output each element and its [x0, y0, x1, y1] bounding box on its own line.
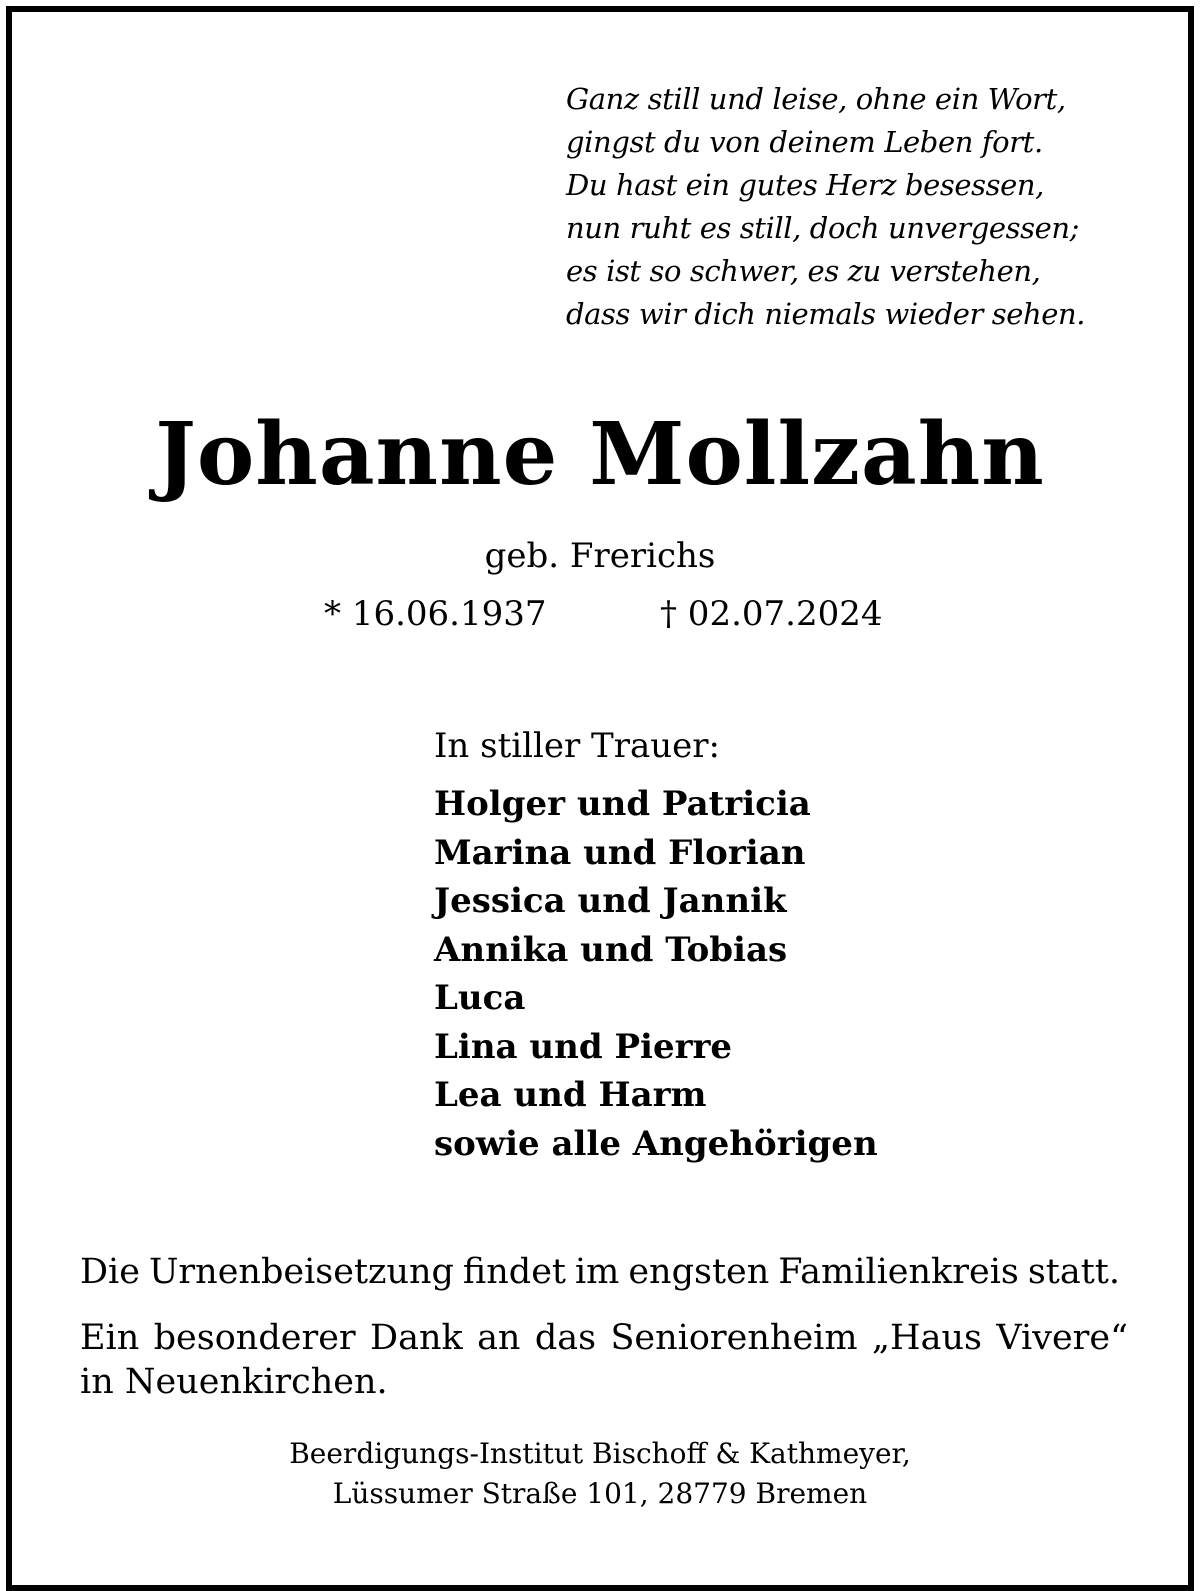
mourner-name: Lina und Pierre	[434, 1026, 733, 1067]
notice-word: Ein	[80, 1318, 140, 1358]
notice-word: besonderer	[153, 1318, 356, 1358]
notice-word: „Haus	[871, 1318, 982, 1358]
thanks-notice	[80, 1316, 1128, 1360]
mourner-name: Marina und Florian	[434, 832, 806, 873]
mourner-name: Annika und Tobias	[434, 929, 788, 970]
burial-notice	[80, 1250, 1120, 1294]
poem-line: nun ruht es still, doch unvergessen;	[566, 211, 1080, 245]
mourner-name: Luca	[434, 978, 526, 1018]
mourner-name: Jessica und Jannik	[434, 881, 787, 921]
poem-line: dass wir dich niemals wieder sehen.	[566, 297, 1086, 331]
poem-line: es ist so schwer, es zu verstehen,	[566, 254, 1041, 288]
notice-word: Dank	[370, 1318, 463, 1358]
mourner-name: sowie alle Angehörigen	[434, 1123, 878, 1164]
mourning-label: In stiller Trauer:	[434, 726, 720, 766]
mourner-name: Lea und Harm	[434, 1075, 707, 1115]
undertaker-address: Lüssumer Straße 101, 28779 Bremen	[332, 1477, 868, 1510]
notice-word: findet	[462, 1252, 566, 1292]
notice-word: Urnenbeisetzung	[148, 1252, 454, 1292]
poem-line: gingst du von deinem Leben fort.	[566, 125, 1043, 159]
birth-date: * 16.06.1937	[324, 594, 547, 634]
death-date: † 02.07.2024	[660, 594, 883, 634]
notice-word: an	[477, 1318, 521, 1358]
notice-word: im	[574, 1252, 620, 1292]
notice-word: Vivere“	[996, 1318, 1128, 1358]
notice-word: Seniorenheim	[610, 1318, 858, 1358]
poem-line: Du hast ein gutes Herz besessen,	[566, 168, 1044, 202]
mourners-list	[434, 780, 878, 1168]
notice-word: Die	[80, 1252, 140, 1292]
poem-line: Ganz still und leise, ohne ein Wort,	[566, 82, 1066, 116]
born-name: geb. Frerichs	[484, 536, 716, 576]
undertaker-info	[0, 1434, 1200, 1514]
notice-word: Familienkreis	[778, 1252, 1019, 1292]
deceased-name: Johanne Mollzahn	[155, 404, 1045, 505]
mourner-name: Holger und Patricia	[434, 784, 811, 824]
thanks-notice-continuation: in Neuenkirchen.	[80, 1362, 388, 1402]
undertaker-name: Beerdigungs-Institut Bischoff & Kathmeyer,	[289, 1437, 911, 1470]
memorial-poem	[566, 78, 1085, 336]
notice-word: engsten	[628, 1252, 770, 1292]
notice-word: das	[534, 1318, 597, 1358]
notice-word: statt.	[1027, 1252, 1120, 1292]
